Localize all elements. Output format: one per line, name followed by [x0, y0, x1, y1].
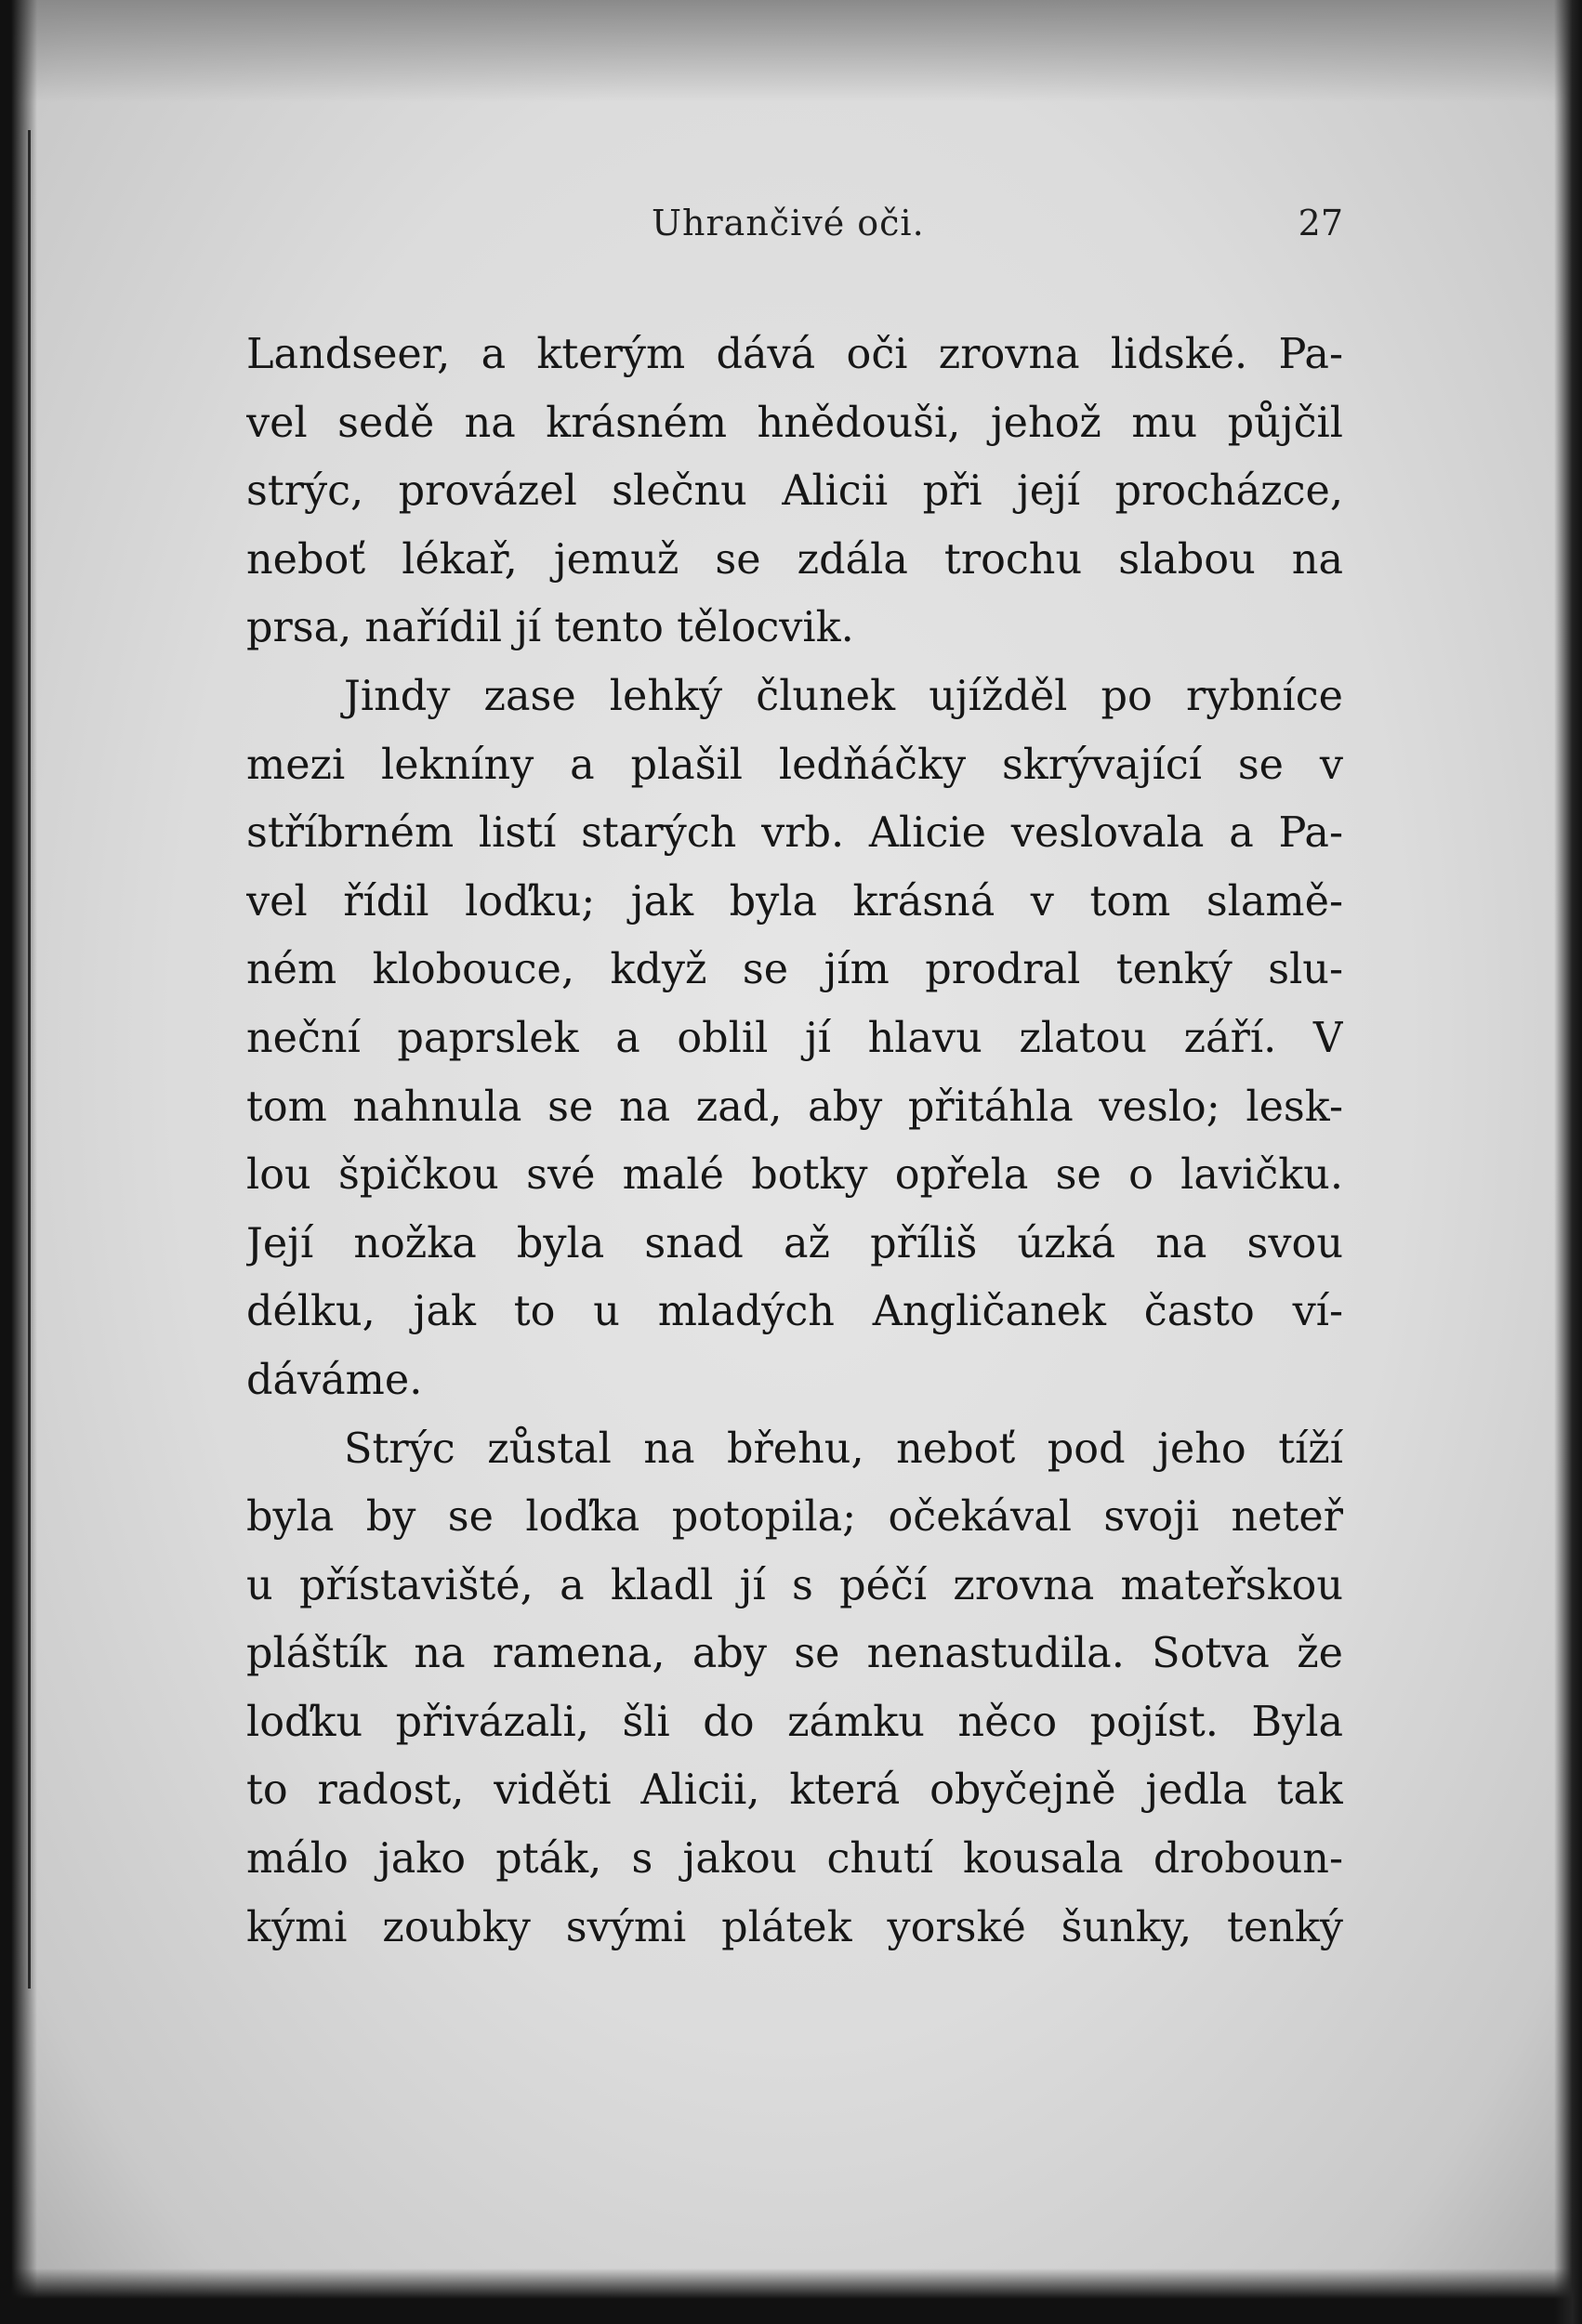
text-line: prsa, nařídil jí tento tělocvik.	[246, 604, 854, 652]
text-line: Její nožka byla snad až příliš úzká na svou	[246, 1219, 1343, 1267]
binding-edge	[28, 130, 31, 1989]
page-number: 27	[1298, 203, 1343, 243]
page-shadow-right	[1554, 0, 1582, 2324]
text-line: vel sedě na krásném hnědouši, jehož mu půjčil	[246, 399, 1343, 447]
running-header	[246, 203, 1343, 258]
text-line: ném klobouce, když se jím prodral tenký slu-	[246, 946, 1343, 994]
text-line: vel řídil loďku; jak byla krásná v tom slamě-	[246, 877, 1343, 926]
text-line: loďku přivázali, šli do zámku něco pojíst. Byla	[246, 1698, 1343, 1746]
text-line: mezi lekníny a plašil ledňáčky skrývající se v	[246, 741, 1343, 789]
text-line: to radost, viděti Alicii, která obyčejně jedla tak	[246, 1766, 1343, 1815]
text-line: tom nahnula se na zad, aby přitáhla veslo; lesk-	[246, 1083, 1343, 1131]
body-text	[246, 321, 1343, 1962]
text-line: dáváme.	[246, 1356, 423, 1404]
text-line: Strýc zůstal na břehu, neboť pod jeho tíží	[344, 1425, 1343, 1473]
text-line: stříbrném listí starých vrb. Alicie veslovala a Pa-	[246, 809, 1343, 858]
text-line: Landseer, a kterým dává oči zrovna lidské. Pa-	[246, 331, 1343, 378]
text-line: pláštík na ramena, aby se nenastudila. Sotva že	[246, 1630, 1343, 1678]
text-line: málo jako pták, s jakou chutí kousala droboun-	[246, 1835, 1343, 1884]
text-line: kými zoubky svými plátek yorské šunky, tenký	[246, 1903, 1343, 1951]
page-shadow-top	[0, 0, 1582, 102]
text-line: lou špičkou své malé botky opřela se o lavičku.	[246, 1151, 1343, 1200]
text-line: strýc, provázel slečnu Alicii při její procházce,	[246, 467, 1343, 516]
text-line: byla by se loďka potopila; očekával svoji neteř	[246, 1493, 1343, 1542]
text-line: neční paprslek a oblil jí hlavu zlatou září. V	[246, 1014, 1343, 1062]
page-shadow-bottom	[0, 2268, 1582, 2324]
page-shadow-left	[0, 0, 37, 2324]
text-line: u přístavišté, a kladl jí s péčí zrovna mateřskou	[246, 1561, 1343, 1609]
text-line: délku, jak to u mladých Angličanek často ví-	[246, 1288, 1343, 1336]
running-title: Uhrančivé oči.	[652, 203, 925, 243]
text-line: neboť lékař, jemuž se zdála trochu slabou na	[246, 535, 1343, 584]
text-line: Jindy zase lehký člunek ujížděl po rybníce	[344, 672, 1343, 720]
